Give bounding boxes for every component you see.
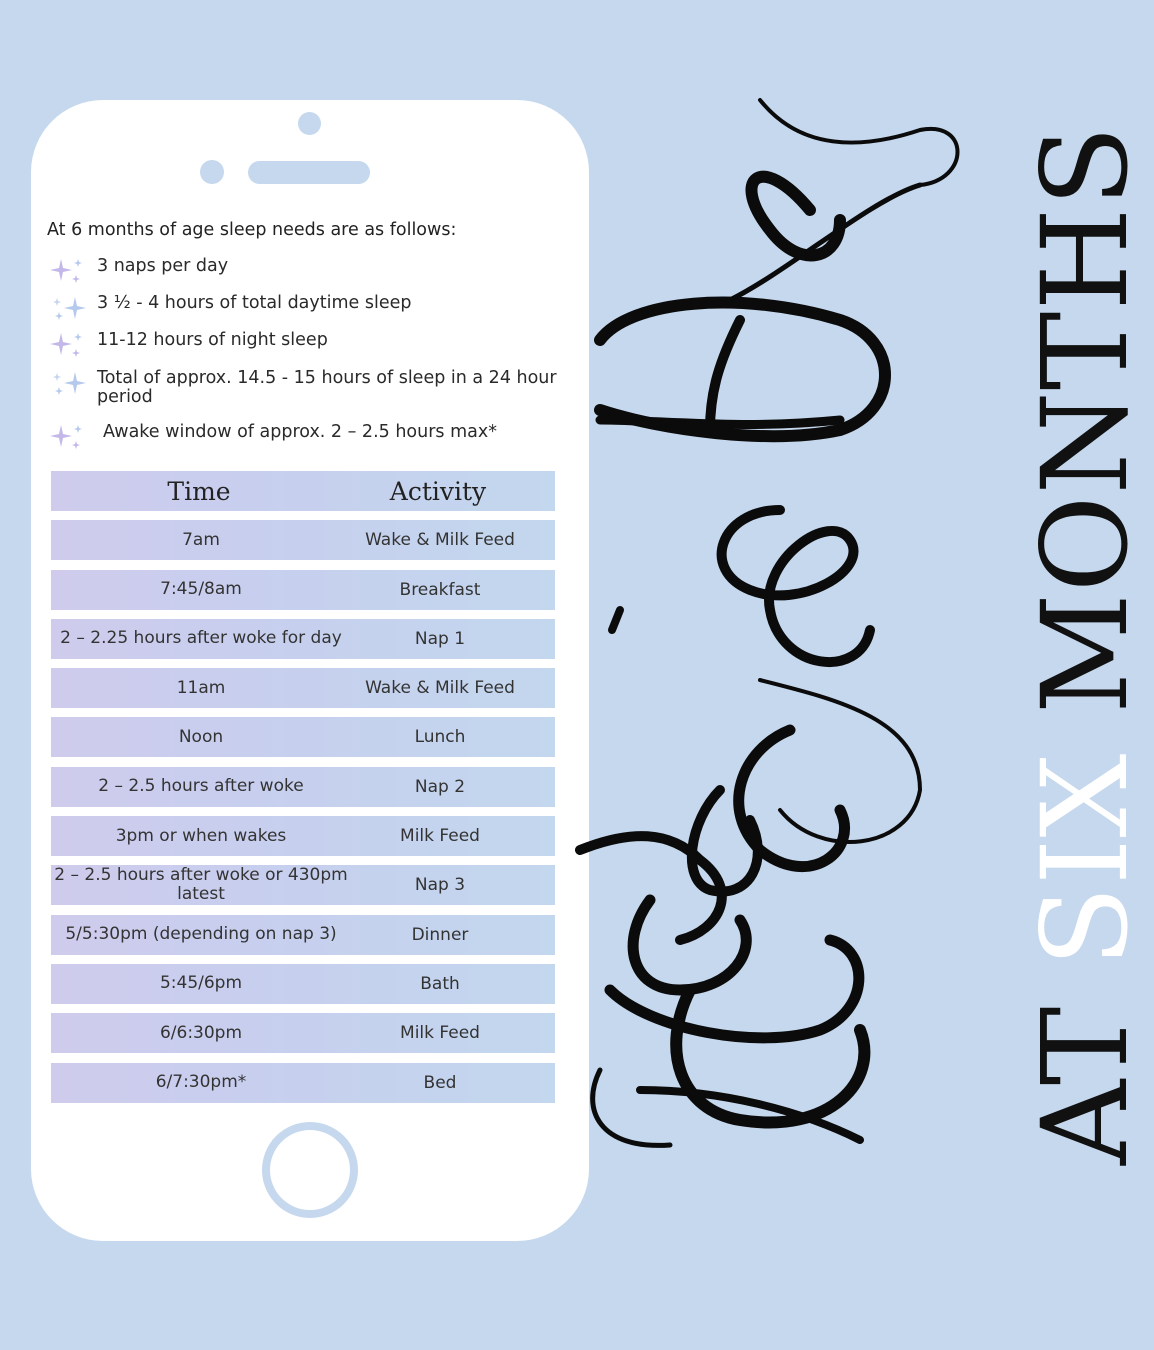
- time-cell: 2 – 2.5 hours after woke or 430pm latest: [54, 865, 348, 905]
- table-row: [51, 816, 555, 856]
- speaker-slot: [248, 161, 370, 184]
- schedule-table: [51, 471, 555, 1112]
- sparkle-icon: [49, 423, 97, 458]
- phone-mockup: [31, 100, 589, 1241]
- camera-dot: [298, 112, 321, 135]
- table-row: [51, 964, 555, 1004]
- time-cell: 7:45/8am: [160, 579, 242, 600]
- sparkle-icon: [49, 294, 97, 329]
- activity-cell: Milk Feed: [400, 1023, 480, 1044]
- activity-cell: Wake & Milk Feed: [365, 530, 515, 551]
- bullet-item: 3 naps per day: [49, 257, 559, 292]
- table-row: [51, 520, 555, 560]
- months-heading: [1016, 124, 1154, 1165]
- months-heading-part: AT: [1016, 967, 1154, 1165]
- activity-cell: Bath: [420, 973, 460, 994]
- activity-cell: Wake & Milk Feed: [365, 678, 515, 699]
- bullet-item: Awake window of approx. 2 – 2.5 hours max*: [49, 423, 559, 458]
- table-row: [51, 767, 555, 807]
- time-cell: 5/5:30pm (depending on nap 3): [65, 924, 337, 945]
- months-heading-part: MONTHS: [1016, 124, 1154, 753]
- column-header-activity: Activity: [389, 476, 487, 506]
- table-row: [51, 717, 555, 757]
- sensor-dot: [200, 160, 224, 184]
- time-cell: Noon: [178, 726, 224, 747]
- script-title-artwork: [540, 90, 940, 1190]
- activity-cell: Dinner: [411, 924, 469, 945]
- time-cell: 7am: [182, 529, 220, 550]
- time-cell: 6/7:30pm*: [155, 1072, 247, 1093]
- table-row: [51, 865, 555, 905]
- activity-cell: Breakfast: [399, 579, 481, 600]
- activity-cell: Lunch: [414, 727, 466, 748]
- table-row: [51, 619, 555, 659]
- table-row: [51, 915, 555, 955]
- table-header: [51, 471, 555, 511]
- time-cell: 3pm or when wakes: [115, 825, 287, 846]
- activity-cell: Bed: [423, 1072, 457, 1093]
- time-cell: 5:45/6pm: [159, 973, 243, 994]
- column-header-time: Time: [167, 476, 231, 506]
- table-row: [51, 668, 555, 708]
- months-heading-part: SIX: [1016, 752, 1154, 968]
- activity-cell: Nap 2: [414, 776, 466, 797]
- table-row: [51, 1013, 555, 1053]
- activity-cell: Milk Feed: [400, 826, 480, 847]
- time-cell: 11am: [176, 677, 226, 698]
- table-row: [51, 1063, 555, 1103]
- intro-text: At 6 months of age sleep needs are as follows:: [47, 220, 457, 240]
- bullet-item: 3 ½ - 4 hours of total daytime sleep: [49, 294, 559, 329]
- activity-cell: Nap 1: [414, 628, 466, 649]
- time-cell: 2 – 2.5 hours after woke: [98, 776, 304, 797]
- activity-cell: Nap 3: [414, 875, 466, 896]
- sparkle-icon: [49, 369, 97, 404]
- table-row: [51, 570, 555, 610]
- bullet-item: 11-12 hours of night sleep: [49, 331, 559, 366]
- time-cell: 6/6:30pm: [159, 1022, 243, 1043]
- time-cell: 2 – 2.25 hours after woke for day: [60, 628, 342, 649]
- sparkle-icon: [49, 331, 97, 366]
- sparkle-icon: [49, 257, 97, 292]
- bullet-item: Total of approx. 14.5 - 15 hours of sleep in a 24 hour period: [49, 369, 559, 407]
- home-button-icon: [262, 1122, 358, 1218]
